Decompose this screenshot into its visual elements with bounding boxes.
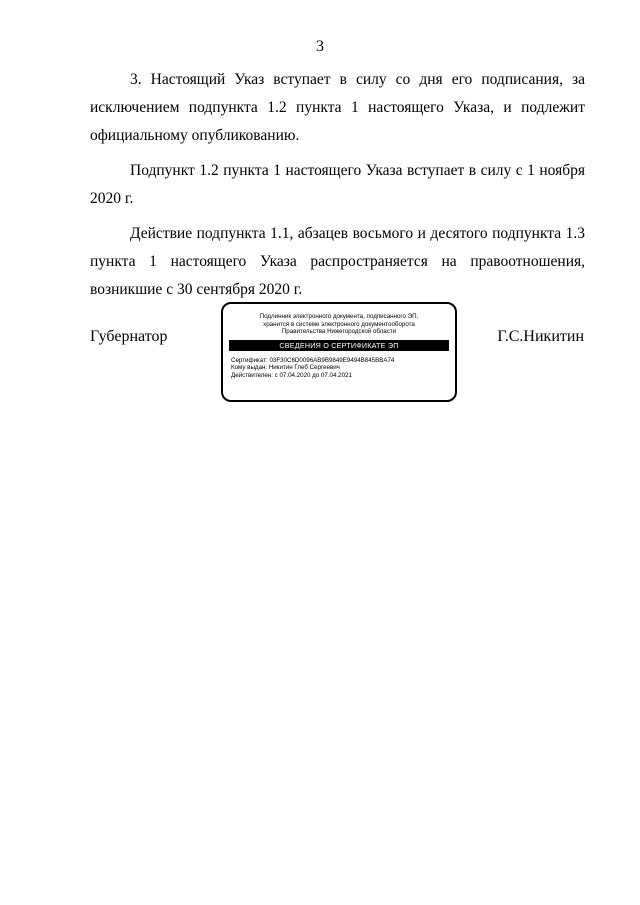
stamp-header bbox=[223, 313, 455, 336]
paragraph-subpoint-1-2: Подпункт 1.2 пункта 1 настоящего Указа вступает в силу с 1 ноября 2020 г. bbox=[90, 162, 585, 207]
electronic-signature-stamp bbox=[221, 302, 457, 402]
stamp-header-line: Подлинник электронного документа, подписанного ЭП, bbox=[259, 313, 419, 320]
stamp-issued-to: Кому выдан: Никитин Глеб Сергеевич bbox=[231, 364, 340, 372]
stamp-header-line: Правительства Нижегородской области bbox=[281, 328, 397, 336]
stamp-header-line: хранится в системе электронного документооборота bbox=[263, 320, 415, 328]
paragraph-legal-relations: Действие подпункта 1.1, абзацев восьмого и десятого подпункта 1.3 пункта 1 настоящего Указа распространяется на правоотношения, возникшие с 30 сентября 2020 г. bbox=[90, 225, 585, 298]
stamp-details bbox=[223, 357, 455, 380]
paragraph-effective-date: 3. Настоящий Указ вступает в силу со дня его подписания, за исключением подпункта 1.2 пункта 1 настоящего Указа, и подлежит официальному опубликованию. bbox=[90, 71, 585, 144]
stamp-validity: Действителен: с 07.04.2020 до 07.04.2021 bbox=[231, 371, 352, 379]
document-body bbox=[90, 66, 585, 311]
page-number: 3 bbox=[316, 38, 324, 55]
stamp-certificate-number: Сертификат: 03F30C6D0096AB9B9849E9494B845BBA74 bbox=[231, 356, 395, 364]
signatory-title: Губернатор bbox=[90, 328, 168, 345]
stamp-certificate-heading: СВЕДЕНИЯ О СЕРТИФИКАТЕ ЭП bbox=[229, 340, 449, 351]
signatory-name: Г.С.Никитин bbox=[497, 328, 584, 345]
